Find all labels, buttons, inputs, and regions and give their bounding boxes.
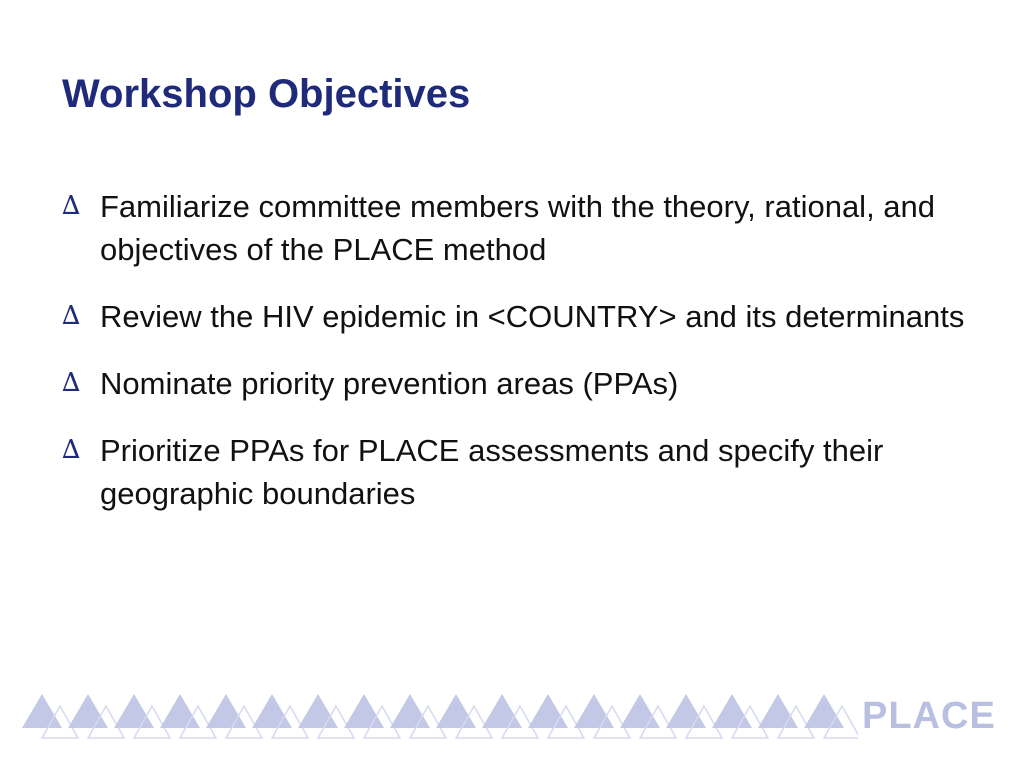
triangle-row-icon: [18, 686, 858, 746]
triangle-shape: [436, 694, 476, 728]
triangle-shape: [528, 694, 568, 728]
bullet-item: [62, 185, 982, 271]
delta-bullet-icon: ∆: [62, 301, 81, 331]
bullet-text: Nominate priority prevention areas (PPAs): [100, 366, 679, 401]
bullet-list: [62, 185, 982, 539]
triangle-shape: [252, 694, 292, 728]
bullet-text: Review the HIV epidemic in <COUNTRY> and its determinants: [100, 299, 965, 334]
triangle-shape: [390, 694, 430, 728]
delta-bullet-icon: ∆: [62, 191, 81, 221]
triangle-shape: [804, 694, 844, 728]
bullet-text: Familiarize committee members with the theory, rational, and objectives of the PLACE method: [100, 189, 936, 267]
triangle-shape: [574, 694, 614, 728]
triangle-shape: [758, 694, 798, 728]
triangle-shape: [114, 694, 154, 728]
triangle-shape: [666, 694, 706, 728]
triangle-shape: [298, 694, 338, 728]
bullet-item: [62, 362, 982, 405]
triangle-shape: [68, 694, 108, 728]
triangle-shape: [620, 694, 660, 728]
triangle-shape: [712, 694, 752, 728]
slide-title: Workshop Objectives: [62, 72, 471, 116]
bullet-text: Prioritize PPAs for PLACE assessments and specify their geographic boundaries: [100, 433, 884, 511]
delta-bullet-icon: ∆: [62, 368, 81, 398]
bullet-item: [62, 295, 982, 338]
triangle-shape: [160, 694, 200, 728]
triangle-shape: [344, 694, 384, 728]
delta-bullet-icon: ∆: [62, 435, 81, 465]
triangle-shape: [482, 694, 522, 728]
triangle-shape: [22, 694, 62, 728]
place-logo: PLACE: [862, 695, 996, 737]
bullet-item: [62, 429, 982, 515]
triangle-shape: [206, 694, 246, 728]
